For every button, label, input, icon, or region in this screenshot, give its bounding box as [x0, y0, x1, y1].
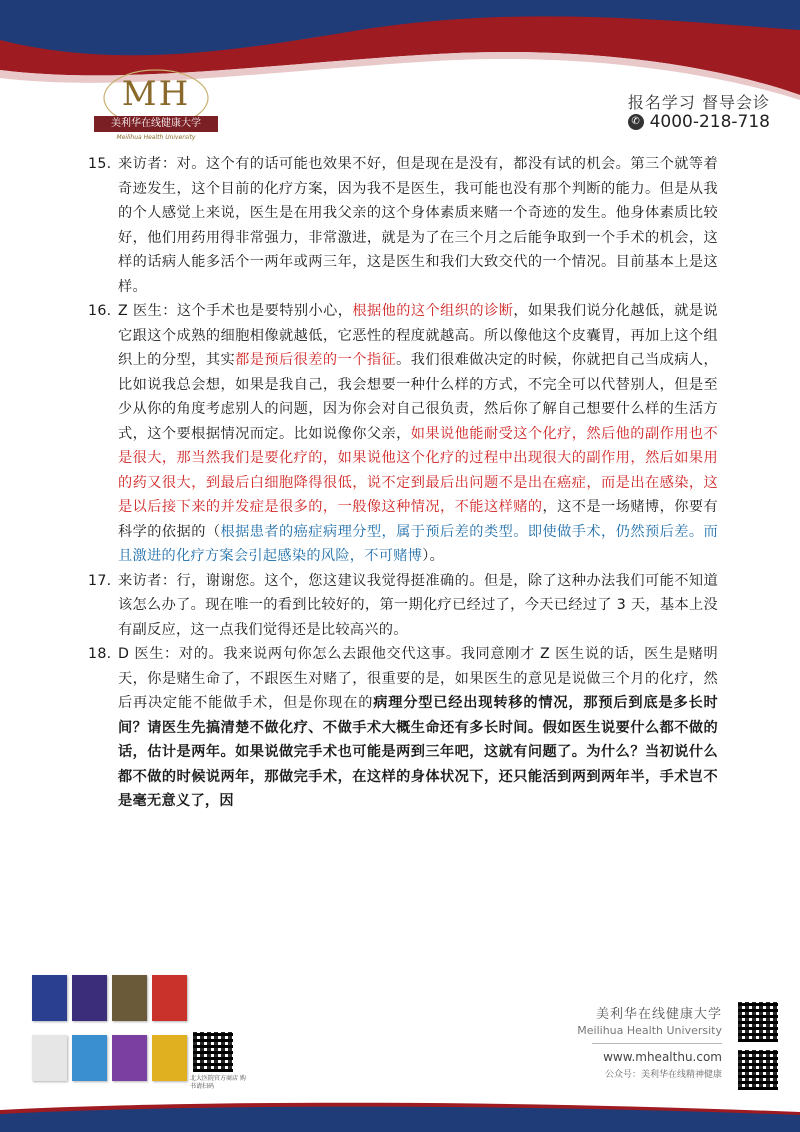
text-segment: ）。 [422, 548, 445, 564]
book-cover [72, 975, 107, 1021]
text-segment: Z 医生：这个手术也是要特别小心， [118, 303, 353, 319]
phone-icon: ✆ [628, 114, 644, 130]
logo [86, 66, 226, 146]
list-item-number: 18. [88, 646, 112, 662]
footer-public-account: 公众号：美利华在线精神健康 [604, 1070, 722, 1080]
bold-highlight-segment: 病理分型已经出现转移的情况，那预后到底是多长时间？请医生先搞清楚不做化疗、不做手术大概生命还有多长时间。假如医生说要什么都不做的话，估计是两年。如果说做完手术也可能是两到三年吧，这就有问题了。为什么？当初说什么都不做的时候说两年，那做完手术，在这样的身体状况下，还只能活到两到两年半，手术岂不是毫无意义了，因 [118, 695, 718, 809]
footer-divider [592, 1043, 722, 1044]
footer-url[interactable]: www.mhealthu.com [603, 1050, 722, 1064]
logo-subtitle: Meilihua Health University [116, 134, 196, 141]
footer-brand [577, 1003, 722, 1080]
list-item-text [118, 152, 718, 299]
red-highlight-segment: 都是预后很差的一个指征 [235, 352, 397, 368]
text-segment: 来访者：对。这个有的话可能也效果不好，但是现在是没有，都没有试的机会。第三个就等着奇迹发生，这个目前的化疗方案，因为我不是医生，我可能也没有那个判断的能力。但是从我的个人感觉上来说，医生是在用我父亲的这个身体素质来赌一个奇迹的发生。他身体素质比较好，他们用药用得非常强力，非常激进，就是为了在三个月之后能争取到一个手术的机会，这样的话病人能多活个一两年或两三年，这是医生和我们大致交代的一个情况。目前基本上是这样。 [118, 156, 718, 295]
list-item-text [118, 642, 718, 814]
qr-caption: 北大医院官方商店 购书请扫码 [190, 1075, 246, 1090]
list-item [88, 152, 718, 299]
text-segment: ，这不是一场赌博，你要有科学的依据的（ [118, 499, 719, 540]
text-segment: 来访者：行，谢谢您。这个，您这建议我觉得挺准确的。但是，除了这种办法我们可能不知道该怎么办了。现在唯一的看到比较好的，第一期化疗已经过了，今天已经过了 3 天，基本上没有副反应，这一点我们觉得还是比较高兴的。 [118, 572, 718, 638]
book-cover [32, 975, 67, 1021]
footer-wave-decoration [0, 1102, 800, 1132]
blue-highlight-segment: 根据患者的癌症病理分型，属于预后差的类型。即使做手术，仍然预后差。而且激进的化疗方案会引起感染的风险，不可赌博 [118, 523, 718, 564]
red-highlight-segment: 根据他的这个组织的诊断 [352, 303, 514, 319]
bookstore-qr-code [193, 1032, 233, 1072]
list-item-number: 15. [88, 156, 112, 172]
book-cover [112, 975, 147, 1021]
header-slogan: 报名学习 督导会诊 [627, 93, 770, 112]
text-segment: 。我们很难做决定的时候，你就把自己当成病人，比如说我总会想，如果是我自己，我会想要一种什么样的方式，不完全可以代替别人，但是至少从你的角度考虑别人的问题，因为你会对自己很负责，然后你了解自己想要什么样的生活方式，这个要根据情况而定。比如说像你父亲， [118, 352, 718, 442]
list-item [88, 642, 718, 814]
book-cover [152, 975, 187, 1021]
list-item-text [118, 299, 718, 569]
book-cover [72, 1035, 107, 1081]
red-highlight-segment: 如果说他能耐受这个化疗，然后他的副作用也不是很大，那当然我们是要化疗的，如果说他这个化疗的过程中出现很大的副作用，然后如果用的药又很大，到最后白细胞降得很低，说不定到最后出问题不是出在癌症，而是出在感染，这是以后接下来的并发症是很多的，一般像这种情况，不能这样赌的 [118, 425, 718, 515]
book-cover [112, 1035, 147, 1081]
list-item-number: 17. [88, 572, 112, 589]
footer-brand-en: Meilihua Health University [577, 1024, 722, 1037]
book-cover [152, 1035, 187, 1081]
logo-mark: MH [121, 74, 191, 114]
book-cover [32, 1035, 67, 1081]
list-item-text [118, 569, 718, 643]
phone-number: 4000-218-718 [649, 112, 770, 132]
header-phone [628, 112, 770, 132]
list-item [88, 299, 718, 569]
website-qr-code [738, 1002, 778, 1042]
logo-ribbon: 美利华在线健康大学 [94, 116, 218, 132]
wechat-qr-code [738, 1050, 778, 1090]
text-segment: D 医生：对的。我来说两句你怎么去跟他交代这事。我同意刚才 Z 医生说的话，医生是赌明天，你是赌生命了，不跟医生对赌了，很重要的是，如果医生的意见是说做三个月的化疗，然后再决定能不能做手术，但是你现在的 [118, 646, 718, 711]
page-header [0, 0, 800, 150]
document-body [88, 152, 718, 814]
list-item [88, 569, 718, 643]
list-item-number: 16. [88, 303, 112, 319]
footer-brand-cn: 美利华在线健康大学 [595, 1007, 722, 1022]
text-segment: ，如果我们说分化越低，就是说它跟这个成熟的细胞相像就越低，它恶性的程度就越高。所以像他这个皮囊胃，再加上这个组织上的分型，其实 [118, 303, 718, 368]
